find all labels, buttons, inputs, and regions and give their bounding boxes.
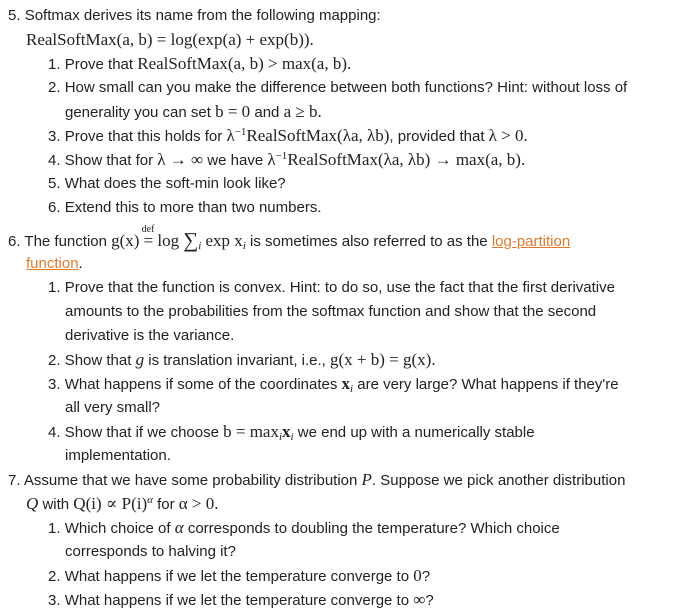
ex5-formula xyxy=(26,28,314,52)
ex6-item-1-line3: derivative is the variance. xyxy=(65,327,235,344)
ex6-item-1-line2: amounts to the probabilities from the softmax function and show that the second xyxy=(65,303,597,320)
ex5-item-6: 6. Extend this to more than two numbers. xyxy=(48,199,322,216)
ex7-item-1: 1. Which choice of α corresponds to doubling the temperature? Which choice xyxy=(48,518,560,537)
ex6-intro: 6. The function g(x) def = $\log \sum_i$ $\exp x_i$ is sometimes also referred to as the log-partition xyxy=(8,224,571,252)
g-of-x: g(x) xyxy=(111,231,140,250)
ex5-item-1-math: RealSoftMax(a, b) > max(a, b). xyxy=(137,54,352,73)
log-partition-link[interactable]: log-partition xyxy=(491,233,571,250)
ex5-item-3: 3. Prove that this holds for $\lambda^{-1}RealSoftMax(\lambda a$, λb), provided that λ > 0. xyxy=(48,126,528,145)
ex7-item-3: 3. What happens if we let the temperature converge to ∞? xyxy=(48,590,434,609)
ex6-item-4: 4. Show that if we choose $b = \max_ix_i$ we end up with a numerically stable xyxy=(48,422,535,443)
ex6-item-3-line2: all very small? xyxy=(65,399,161,416)
ex5-intro xyxy=(8,4,381,28)
log-partition-link-cont[interactable]: function xyxy=(26,255,79,272)
def-equals: def = xyxy=(141,224,155,250)
ex7-intro-cont: Q with $Q(i) \propto P(i)^\alpha$ for α > 0. xyxy=(26,494,219,513)
sum-symbol: ∑ xyxy=(183,228,199,252)
ex5-item-2: 2. How small can you make the difference between both functions? Hint: without loss of xyxy=(48,79,628,96)
ex7-item-2: 2. What happens if we let the temperature converge to 0? xyxy=(48,566,431,585)
ex7-intro: 7. Assume that we have some probability distribution P. Suppose we pick another distribution xyxy=(8,470,626,489)
ex5-item-5: 5. What does the soft-min look like? xyxy=(48,175,286,192)
ex5-intro-text: Softmax derives its name from the following mapping: xyxy=(24,7,381,24)
ex5-item-4: 4. Show that for λ → ∞ we have $\lambda^{-1}RealSoftMax(\lambda a$, λb) → max(a, b). xyxy=(48,150,526,169)
ex6-item-1: 1. Prove that the function is convex. Hint: to do so, use the fact that the first derivative xyxy=(48,279,615,296)
ex6-item-3: 3. What happens if some of the coordinates $x_i$ are very large? What happens if they're xyxy=(48,374,619,395)
ex6-intro-cont: function. xyxy=(26,255,83,272)
realsoftmax-formula: RealSoftMax(a, b) = log(exp(a) + exp(b)). xyxy=(26,30,314,49)
ex6-item-2: 2. Show that g is translation invariant, i.e., g(x + b) = g(x). xyxy=(48,350,436,369)
ex7-item-1-line2: corresponds to halving it? xyxy=(65,543,236,560)
ex5-item-1: 1. Prove that RealSoftMax(a, b) > max(a, b). xyxy=(48,54,352,73)
ex5-item-2-cont: generality you can set b = 0 and a ≥ b. xyxy=(65,102,322,121)
ex5-number: 5. xyxy=(8,7,25,24)
ex6-item-4-line2: implementation. xyxy=(65,447,171,464)
